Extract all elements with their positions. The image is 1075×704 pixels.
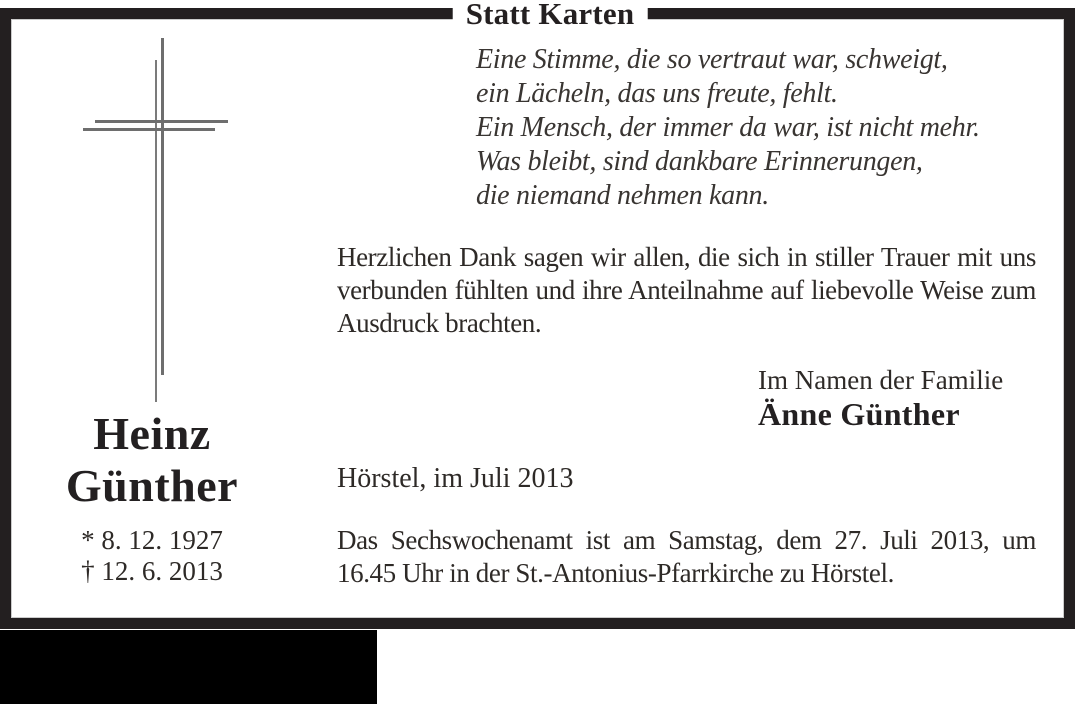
death-date: † 12. 6. 2013 [81,556,223,586]
poem-line: ein Lächeln, das uns freute, fehlt. [476,78,838,109]
thanks-paragraph: Herzlichen Dank sagen wir allen, die sich in stiller Trauer mit uns verbunden fühlten und ihre Anteilnahme auf liebevolle Weise zum Ausdruck brachten. [337,242,1036,338]
place-and-date-line: Hörstel, im Juli 2013 [337,463,574,494]
cross-vertical-left-line [155,60,157,402]
family-intro-line: Im Namen der Familie [758,365,1004,395]
statt-karten-label: Statt Karten [453,0,648,30]
family-signer-name: Änne Günther [758,396,960,432]
memorial-service-paragraph: Das Sechswochenamt ist am Samstag, dem 27. Juli 2013, um 16.45 Uhr in der St.-Antonius-Pfarrkirche zu Hörstel. [337,525,1036,588]
deceased-name-block [10,408,294,587]
poem-line: Ein Mensch, der immer da war, ist nicht mehr. [476,112,980,143]
poem-line: Was bleibt, sind dankbare Erinnerungen, [476,146,923,177]
cross-horizontal-lower-line [83,128,215,131]
cross-horizontal-upper-line [95,120,228,123]
family-signature-block [758,364,1003,433]
poem-line: Eine Stimme, die so vertraut war, schweigt, [476,44,948,75]
life-dates [10,525,294,587]
deceased-last-name: Günther [65,460,239,511]
deceased-first-name: Heinz [93,408,211,459]
birth-date: * 8. 12. 1927 [81,525,223,555]
bottom-left-black-block [0,630,377,704]
poem-line: die niemand nehmen kann. [476,180,769,211]
cross-vertical-right-line [161,38,164,375]
memorial-poem [476,43,980,213]
